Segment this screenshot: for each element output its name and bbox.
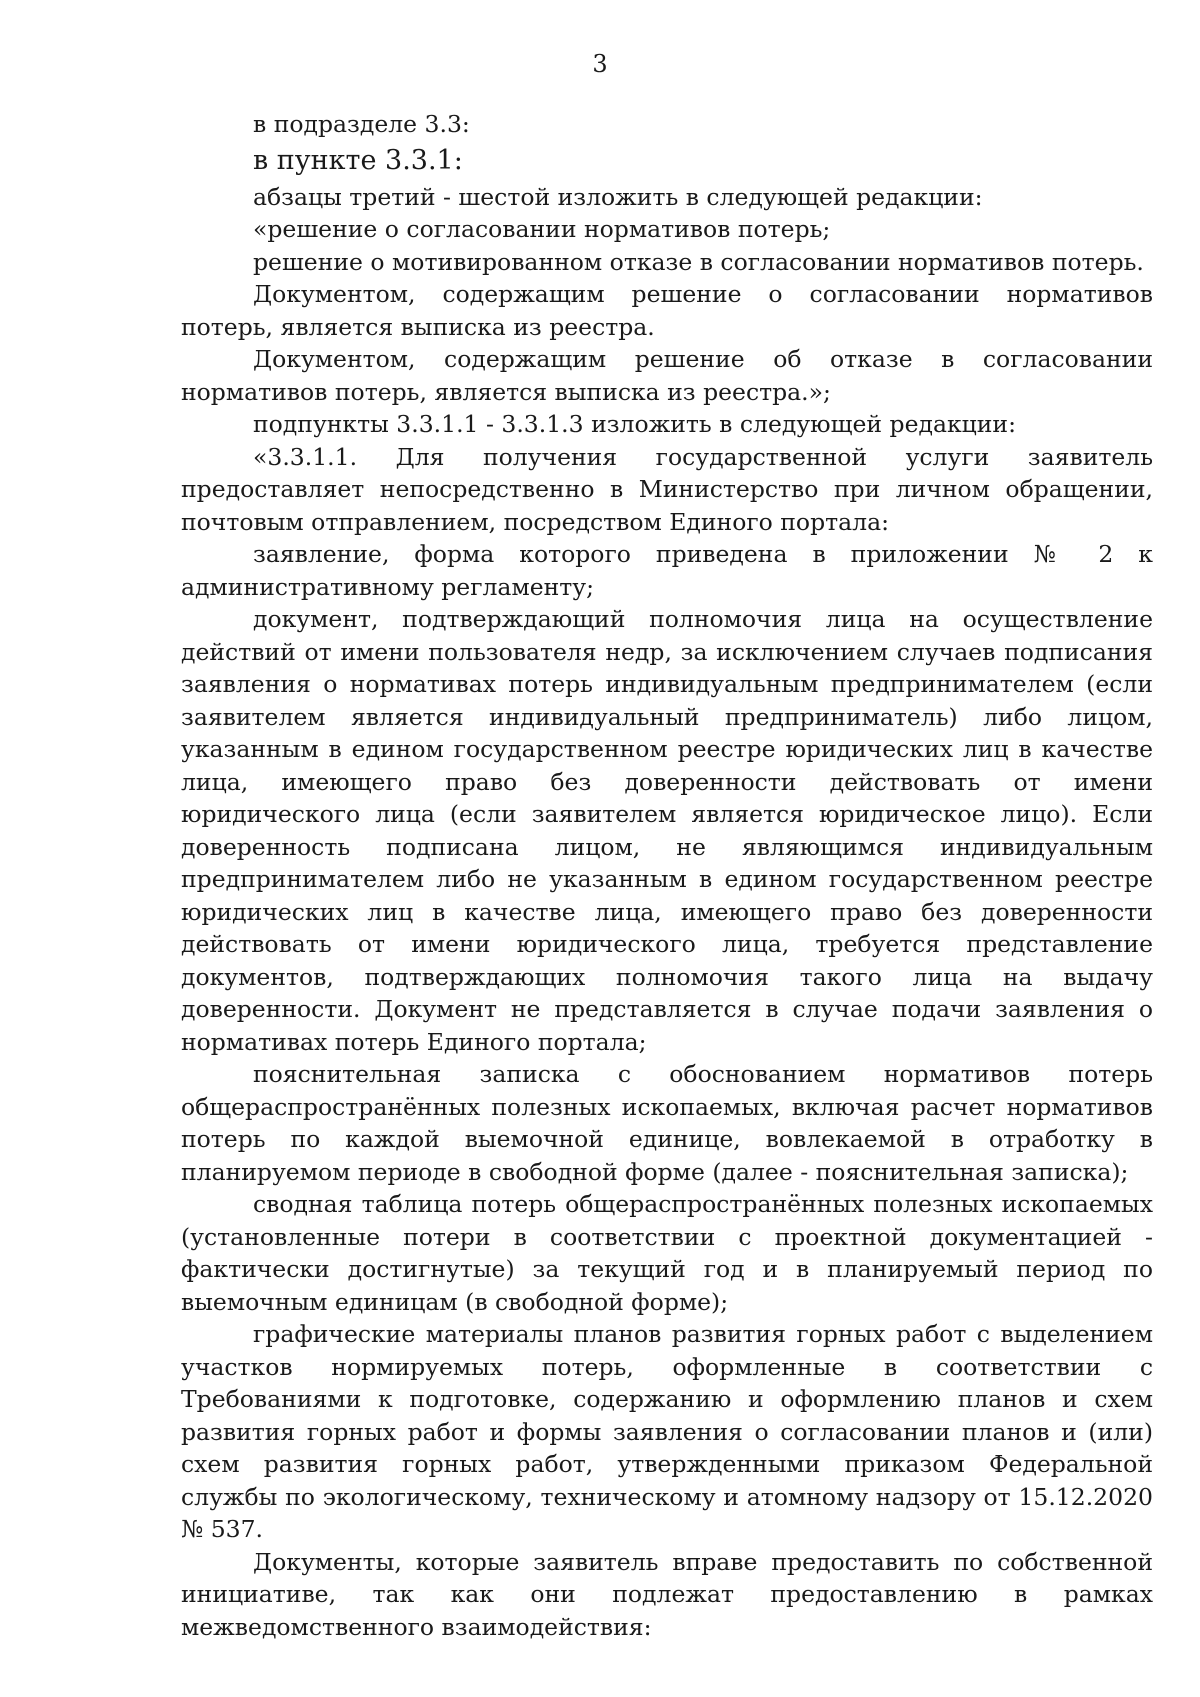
paragraph: Документы, которые заявитель вправе предоставить по собственной инициативе, так как они подлежат предоставлению в рамках межведомственного взаимодействия:: [181, 1547, 1153, 1641]
paragraph: Документом, содержащим решение о согласовании нормативов потерь, является выписка из реестра.: [181, 280, 1153, 341]
paragraph: подпункты 3.3.1.1 - 3.3.1.3 изложить в следующей редакции:: [253, 410, 1016, 438]
document-body: [181, 108, 1153, 1643]
paragraph: документ, подтверждающий полномочия лица на осуществление действий от имени пользователя недр, за исключением случаев подписания заявления о нормативах потерь индивидуальным предпринимателем (если заявителем является индивидуальный предприниматель) либо лицом, указанным в едином государственном реестре юридических лиц в качестве лица, имеющего право без доверенности действовать от имени юридического лица (если заявителем является юридическое лицо). Если доверенность подписана лицом, не являющимся индивидуальным предпринимателем либо не указанным в едином государственном реестре юридических лиц в качестве лица, имеющего право без доверенности действовать от имени юридического лица, требуется представление документов, подтверждающих полномочия такого лица на выдачу доверенности. Документ не представляется в случае подачи заявления о нормативах потерь Единого портала;: [181, 605, 1153, 1056]
paragraph: «3.3.1.1. Для получения государственной услуги заявитель предоставляет непосредственно в Министерство при личном обращении, почтовым отправлением, посредством Единого портала:: [181, 442, 1153, 536]
paragraph: Документом, содержащим решение об отказе в согласовании нормативов потерь, является выписка из реестра.»;: [181, 345, 1153, 406]
page-number: 3: [592, 50, 608, 78]
paragraph: графические материалы планов развития горных работ с выделением участков нормируемых потерь, оформленные в соответствии с Требованиями к подготовке, содержанию и оформлению планов и схем развития горных работ и формы заявления о согласовании планов и (или) схем развития горных работ, утвержденными приказом Федеральной службы по экологическому, техническому и атомному надзору от 15.12.2020 № 537.: [181, 1320, 1153, 1543]
paragraph: решение о мотивированном отказе в согласовании нормативов потерь.: [253, 247, 1144, 276]
paragraph: абзацы третий - шестой изложить в следующей редакции:: [253, 182, 983, 211]
paragraph: в подразделе 3.3:: [253, 110, 470, 138]
paragraph: «решение о согласовании нормативов потерь;: [253, 215, 831, 243]
paragraph: пояснительная записка с обоснованием нормативов потерь общераспространённых полезных ископаемых, включая расчет нормативов потерь по каждой выемочной единице, вовлекаемой в отработку в планируемом периоде в свободной форме (далее - пояснительная записка);: [181, 1060, 1153, 1186]
paragraph: сводная таблица потерь общераспространённых полезных ископаемых (установленные потери в соответствии с проектной документацией - фактически достигнутые) за текущий год и в планируемый период по выемочным единицам (в свободной форме);: [181, 1190, 1153, 1316]
paragraph: заявление, форма которого приведена в приложении № 2 к административному регламенту;: [181, 540, 1153, 601]
paragraph: в пункте 3.3.1:: [253, 144, 463, 176]
